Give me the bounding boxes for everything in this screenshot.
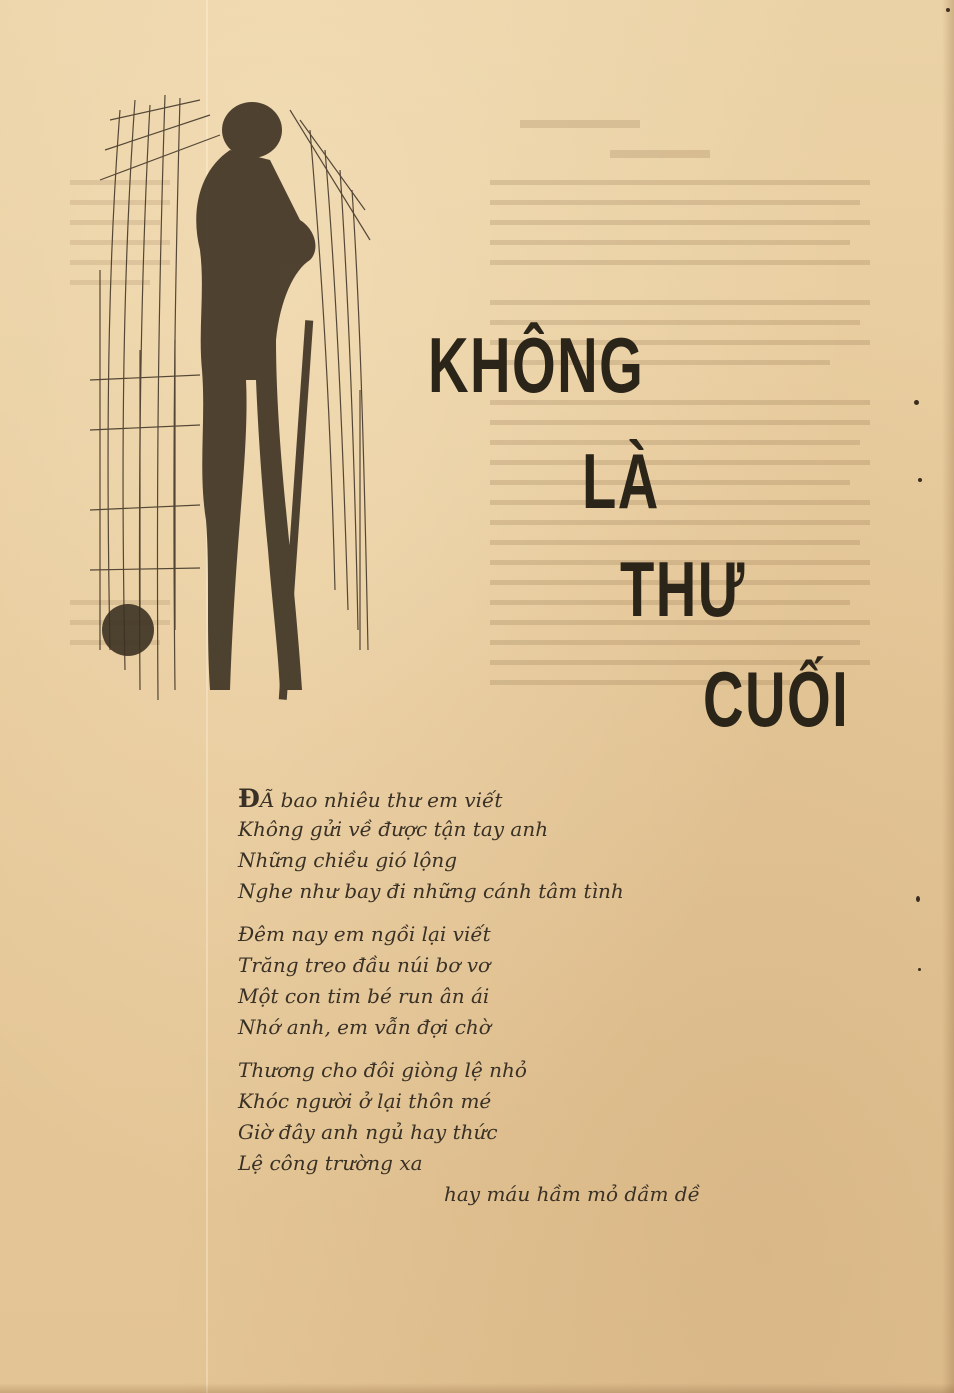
poem-line: Trăng treo đầu núi bơ vơ [238, 953, 491, 977]
poem-line: Nghe như bay đi những cánh tâm tình [238, 879, 624, 903]
title-word-2: LÀ [582, 437, 660, 525]
poem-stanza [238, 919, 798, 1043]
poem-line: Một con tim bé run ân ái [238, 984, 490, 1008]
poem-line: Những chiều gió lộng [238, 848, 458, 872]
poem-stanza [238, 783, 798, 907]
poem-body [238, 783, 798, 1222]
poem-stanza [238, 1055, 798, 1210]
paper-speck [918, 968, 921, 971]
paper-speck [916, 896, 920, 902]
paper-speck [914, 400, 919, 405]
drop-cap: Đ [238, 784, 260, 813]
poem-line: Đêm nay em ngồi lại viết [238, 922, 491, 946]
poem-line: Không gửi về được tận tay anh [238, 817, 549, 841]
poem-line-first [238, 783, 798, 814]
poem-line: Khóc người ở lại thôn mé [238, 1089, 492, 1113]
poem-line: Nhớ anh, em vẫn đợi chờ [238, 1015, 491, 1039]
poem-line-text: Ã bao nhiêu thư em viết [259, 788, 503, 812]
page-edge-bottom [0, 1383, 954, 1393]
poem-line: Lệ công trường xa [238, 1151, 423, 1175]
poem-line: Thương cho đôi giòng lệ nhỏ [238, 1058, 527, 1082]
paper-speck [918, 478, 922, 482]
title-word-3: THƯ [620, 545, 746, 633]
poem-line-last: hay máu hầm mỏ dầm dề [444, 1182, 700, 1206]
woodcut-grieving-figure-icon [80, 90, 380, 730]
poem-line: Giờ đây anh ngủ hay thức [238, 1120, 498, 1144]
page-edge-right [942, 0, 954, 1393]
title-word-1: KHÔNG [428, 321, 645, 409]
title-word-4: CUỐI [703, 655, 850, 743]
